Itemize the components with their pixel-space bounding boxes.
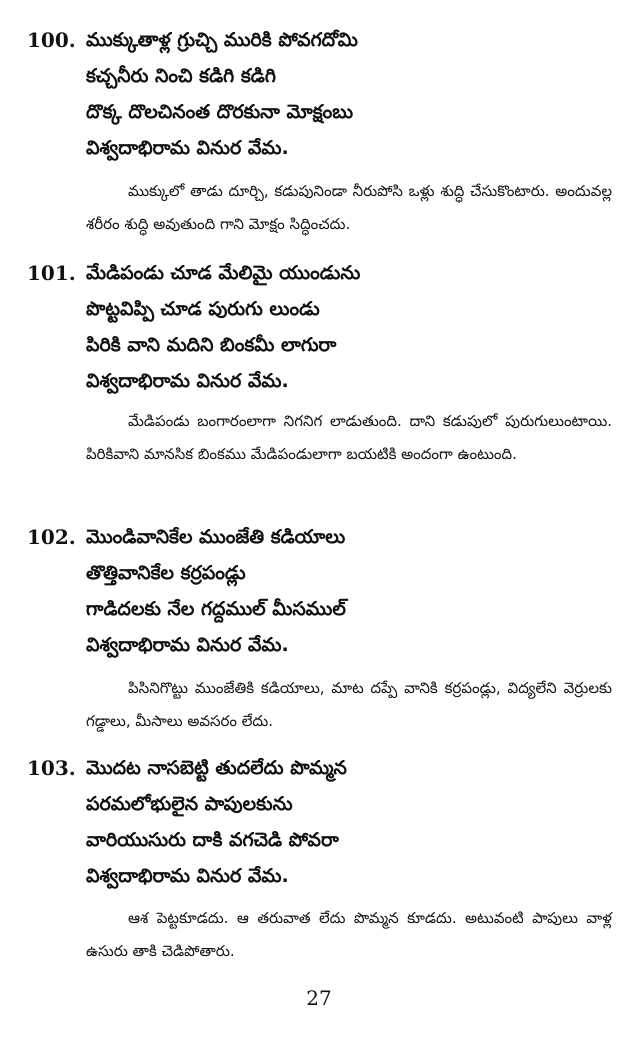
- verse-line: దొక్క దొలచినంత దొరకునా మోక్షంబు: [86, 101, 354, 123]
- verse-line-refrain: విశ్వదాభిరామ వినుర వేమ.: [86, 634, 289, 656]
- verse-line-refrain: విశ్వదాభిరామ వినుర వేమ.: [86, 865, 289, 887]
- verse-line: తొత్తివానికేల కర్రపండ్లు: [86, 562, 246, 584]
- verse-commentary: ఆశ పెట్టకూడదు. ఆ తరువాత లేదు పొమ్మన కూడదు. అటువంటి పాపులు వాళ్ల ఉసురు తాకి చెడిపోతారు.: [86, 909, 612, 960]
- verse-line-refrain: విశ్వదాభిరామ వినుర వేమ.: [86, 137, 289, 159]
- verse-line-refrain: విశ్వదాభిరామ వినుర వేమ.: [86, 370, 289, 392]
- verse-line: పిరికి వాని మదిని బింకమీ లాగురా: [86, 334, 337, 356]
- verse-line: పరమలోభులైన పాపులకును: [86, 793, 293, 815]
- verse-number: 101.: [27, 261, 76, 285]
- verse-commentary: ముక్కులో తాడు దూర్చి, కడుపునిండా నీరుపోసి ఒళ్లు శుద్ధి చేసుకొంటారు. అందువల్ల శరీరం శుద్ధి అవుతుంది గాని మోక్షం సిద్ధించదు.: [86, 182, 612, 233]
- verse-commentary: పిసినిగొట్టు ముంజేతికి కడియాలు, మాట దప్పే వానికి కర్రపండ్లు, విద్యలేని వెర్రులకు గడ్డాలు, మీసాలు అవసరం లేదు.: [86, 679, 612, 730]
- verse-number: 100.: [27, 28, 76, 52]
- verse-line: మొండివానికేల ముంజేతి కడియాలు: [86, 526, 346, 548]
- verse-line: గాడిదలకు నేల గద్దముల్ మీసముల్: [86, 598, 346, 620]
- verse-number: 103.: [27, 756, 76, 780]
- verse-line: మేడిపండు చూడ మేలిమై యుండును: [86, 262, 361, 284]
- verse-line: పొట్టవిప్పి చూడ పురుగు లుండు: [86, 298, 320, 320]
- verse-line: ముక్కుతాళ్ల గ్రుచ్చి మురికి పోవగదోమి: [86, 29, 358, 51]
- verse-commentary: మేడిపండు బంగారంలాగా నిగనిగ లాడుతుంది. దాని కడుపులో పురుగులుంటాయి. పిరికివాని మానసిక బింకము మేడిపండులాగా బయటికి అందంగా ఉంటుంది.: [86, 412, 612, 463]
- verse-line: వారియుసురు దాకి వగచెడి పోవరా: [86, 829, 339, 851]
- page-number: 27: [306, 986, 332, 1010]
- verse-number: 102.: [27, 525, 76, 549]
- verse-line: కచ్చనీరు నించి కడిగి కడిగి: [86, 65, 276, 87]
- verse-line: మొదట నాసబెట్టి తుదలేదు పొమ్మన: [86, 757, 347, 779]
